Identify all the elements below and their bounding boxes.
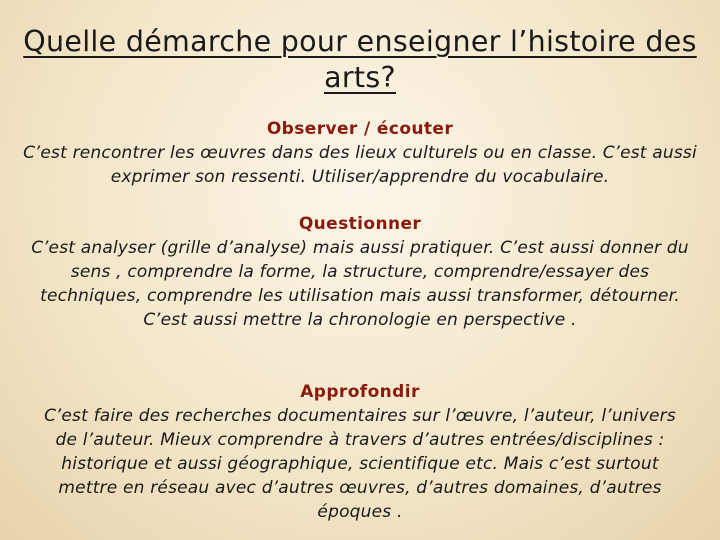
section-heading-observer: Observer / écouter	[266, 119, 454, 139]
section-questionner	[10, 212, 710, 332]
section-body-questionner: C’est analyser (grille d’analyse) mais aussi pratiquer. C’est aussi donner du sens , comprendre la forme, la structure, comprendre/essayer des techniques, comprendre les utilisation mais aussi transformer, détourner. C’est aussi mettre la chronologie en perspective .	[31, 238, 689, 330]
section-approfondir	[10, 380, 710, 524]
section-heading-questionner: Questionner	[298, 214, 422, 234]
section-body-approfondir: C’est faire des recherches documentaires sur l’œuvre, l’auteur, l’univers de l’auteur. Mieux comprendre à travers d’autres entrées/disciplines : historique et aussi géographique, scientifique etc. Mais c’est surtout mettre en réseau avec d’autres œuvres, d’autres domaines, d’autres époques .	[44, 406, 676, 522]
section-heading-approfondir: Approfondir	[300, 382, 420, 402]
slide-title-text: Quelle démarche pour enseigner l’histoire des arts?	[23, 25, 697, 94]
section-body-observer: C’est rencontrer les œuvres dans des lieux culturels ou en classe. C’est aussi exprimer son ressenti. Utiliser/apprendre du vocabulaire.	[23, 143, 697, 187]
section-observer	[10, 117, 710, 189]
slide-title	[20, 24, 700, 96]
